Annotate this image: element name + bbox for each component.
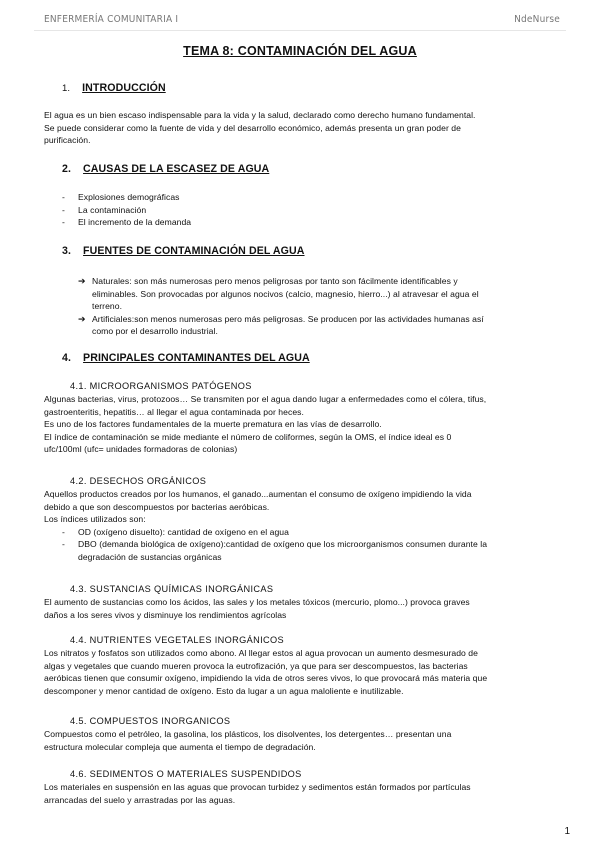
causes-list <box>44 191 558 229</box>
subsection-paragraph: Aquellos productos creados por los humanos, el ganado...aumentan el consumo de oxígeno impidiendo la vida debido a que son descompuestos por bacterias aeróbicas. Los índices utilizados son: - OD (oxígeno disuelto): cantidad de oxígeno en el agua - DBO (demanda biológica de oxígeno):cantidad de oxígeno que los microorganismos consumen durante la degradación de sustancias orgánicas <box>44 488 558 564</box>
section-number: 4. <box>62 352 72 364</box>
section-number: 1. <box>62 83 71 94</box>
text-line: Se puede considerar como la fuente de vida y del desarrollo económico, además presenta un gran poder de <box>44 122 461 133</box>
header-rule <box>34 30 566 31</box>
section-title: INTRODUCCIÓN <box>82 82 166 94</box>
section-heading-3 <box>62 245 305 257</box>
subsection-heading: 4.2. DESECHOS ORGÁNICOS <box>70 476 207 486</box>
subsection-paragraph: Los materiales en suspensión en las aguas que provocan turbidez y sedimentos están formados por partículas arrancadas del suelo y arrastradas por las aguas. <box>44 782 471 805</box>
header-course: ENFERMERÍA COMUNITARIA I <box>44 14 179 25</box>
section-heading-2 <box>62 163 269 175</box>
subsection-paragraph: Compuestos como el petróleo, la gasolina, los plásticos, los disolventes, los detergentes… presentan una estructura molecular compleja que aumenta el tiempo de degradación. <box>44 729 452 752</box>
text-line: purificación. <box>44 135 91 146</box>
subsection-heading: 4.3. SUSTANCIAS QUÍMICAS INORGÁNICAS <box>70 584 274 594</box>
list-item: - Explosiones demográficas <box>62 192 180 202</box>
subsection-heading: 4.1. MICROORGANISMOS PATÓGENOS <box>70 381 252 391</box>
intro-paragraph <box>44 109 558 147</box>
section-number: 2. <box>62 163 72 175</box>
section-heading-4 <box>62 352 310 364</box>
subsection-paragraph: Los nitratos y fosfatos son utilizados como abono. Al llegar estos al agua provocan un aumento desmesurado de algas y vegetales que cuando mueren provoca la eutrofización, ya que para ser descompuestos, las bacterias aeróbicas tienen que consumir oxígeno, impidiendo la vida de otros seres vivos, lo que provocará más materia que descomponer y menor cantidad de oxígeno. Esto da lugar a un agua maloliente e inutilizable. <box>44 648 488 696</box>
list-item: ➔ Artificiales:son menos numerosas pero más peligrosas. Se producen por las actividades humanas así como por el desarrollo industrial. <box>44 313 558 338</box>
subsection-heading: 4.5. COMPUESTOS INORGANICOS <box>70 716 231 726</box>
list-item: - El incremento de la demanda <box>62 217 192 228</box>
subsection-paragraph: El aumento de sustancias como los ácidos, las sales y los metales tóxicos (mercurio, plomo...) provoca graves daños a los seres vivos y disminuye los rendimientos agrícolas <box>44 597 470 620</box>
list-item: ➔ Naturales: son más numerosas pero menos peligrosas por tanto son fácilmente identificables y eliminables. Son provocadas por algunos nocivos (calcio, magnesio, hierro...) al atravesar el agua el terreno. <box>44 275 558 313</box>
subsection-heading: 4.6. SEDIMENTOS O MATERIALES SUSPENDIDOS <box>70 769 302 779</box>
sources-list <box>44 275 558 338</box>
section-title: FUENTES DE CONTAMINACIÓN DEL AGUA <box>83 245 305 257</box>
arrow-icon: ➔ <box>78 276 86 286</box>
list-item: - La contaminación <box>62 204 147 215</box>
page-title: TEMA 8: CONTAMINACIÓN DEL AGUA <box>183 44 417 58</box>
page-number: 1 <box>564 826 570 837</box>
section-title: PRINCIPALES CONTAMINANTES DEL AGUA <box>83 352 310 364</box>
subsection-heading: 4.4. NUTRIENTES VEGETALES INORGÁNICOS <box>70 635 284 645</box>
section-number: 3. <box>62 245 72 257</box>
header-author: NdeNurse <box>514 14 560 25</box>
list-item: - DBO (demanda biológica de oxígeno):cantidad de oxígeno que los microorganismos consumen durante la degradación de sustancias orgánicas <box>62 539 488 562</box>
arrow-icon: ➔ <box>78 313 86 324</box>
section-title: CAUSAS DE LA ESCASEZ DE AGUA <box>83 163 270 175</box>
list-item: - OD (oxígeno disuelto): cantidad de oxígeno en el agua <box>62 526 289 537</box>
section-heading-1 <box>62 82 166 94</box>
subsection-paragraph: Algunas bacterias, virus, protozoos… Se transmiten por el agua dando lugar a enfermedades como el cólera, tifus, gastroenteritis, hepatitis… al llegar el agua contaminada por heces. Es uno de los factores fundamentales de la muerte prematura en las vías de desarrollo. El índice de contaminación se mide mediante el número de coliformes, según la OMS, el índice ideal es 0 ufc/100ml (ufc= unidades formadoras de colonias) <box>44 394 487 455</box>
text-line: El agua es un bien escaso indispensable para la vida y la salud, declarado como derecho humano fundamental. <box>44 110 476 120</box>
